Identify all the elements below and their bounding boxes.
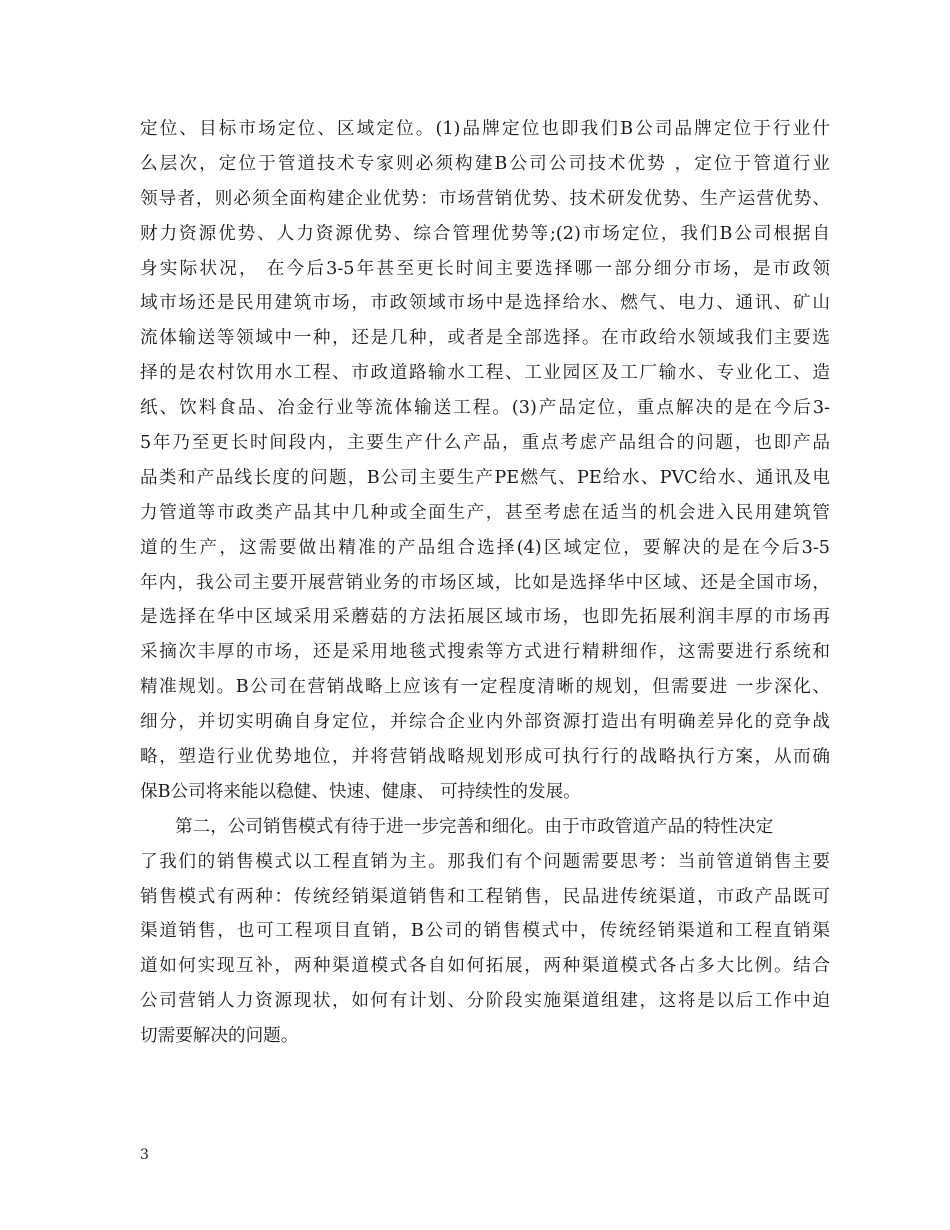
text-line: 5年乃至更长时间段内，主要生产什么产品，重点考虑产品组合的问题，也即产品: [140, 433, 830, 454]
text-line: 定位、目标市场定位、区域定位。(1)品牌定位也即我们B公司品牌定位于行业什: [140, 119, 830, 139]
page-number: 3: [140, 1147, 149, 1163]
text-line: 身实际状况， 在今后3-5年甚至更长时间主要选择哪一部分细分市场，是市政领: [140, 258, 830, 279]
text-line: 渠道销售，也可工程项目直销，B公司的销售模式中，传统经销渠道和工程直销渠: [140, 921, 830, 942]
text-line: 细分，并切实明确自身定位，并综合企业内外部资源打造出有明确差异化的竞争战: [140, 712, 830, 733]
text-line: 么层次，定位于管道技术专家则必须构建B公司公司技术优势 ，定位于管道行业: [140, 153, 830, 174]
text-line: 采摘次丰厚的市场，还是采用地毯式搜索等方式进行精耕细作，这需要进行系统和: [140, 642, 830, 663]
text-line: 择的是农村饮用水工程、市政道路输水工程、工业园区及工厂输水、专业化工、造: [140, 363, 830, 384]
text-line: 略，塑造行业优势地位，并将营销战略规划形成可执行行的战略执行方案，从而确: [140, 747, 830, 768]
text-line: 道的生产，这需要做出精准的产品组合选择(4)区域定位，要解决的是在今后3-5: [140, 537, 830, 558]
text-line: 是选择在华中区域采用采蘑菇的方法拓展区域市场，也即先拓展利润丰厚的市场再: [140, 607, 830, 628]
text-line: 道如何实现互补，两种渠道模式各自如何拓展，两种渠道模式各占多大比例。结合: [140, 956, 830, 977]
text-line: 切需要解决的问题。: [140, 1026, 299, 1047]
text-line: 公司营销人力资源现状，如何有计划、分阶段实施渠道组建，这将是以后工作中迫: [140, 991, 830, 1012]
text-line: 了我们的销售模式以工程直销为主。那我们有个问题需要思考：当前管道销售主要: [140, 851, 830, 872]
text-line: 销售模式有两种：传统经销渠道销售和工程销售，民品进传统渠道，市政产品既可: [140, 886, 830, 907]
text-line: 领导者，则必须全面构建企业优势：市场营销优势、技术研发优势、生产运营优势、: [140, 188, 830, 209]
text-line: 纸、饮料食品、冶金行业等流体输送工程。(3)产品定位，重点解决的是在今后3-: [140, 398, 830, 419]
text-line: 年内，我公司主要开展营销业务的市场区域，比如是选择华中区域、还是全国市场，: [140, 572, 830, 593]
body-text: [140, 112, 830, 1054]
text-line: 保B公司将来能以稳健、快速、健康、 可持续性的发展。: [140, 781, 581, 802]
text-line: 财力资源优势、人力资源优势、综合管理优势等;(2)市场定位，我们B公司根据自: [140, 223, 830, 244]
text-line: 精准规划。B公司在营销战略上应该有一定程度清晰的规划，但需要进 一步深化、: [140, 677, 830, 698]
text-line: 流体输送等领域中一种，还是几种，或者是全部选择。在市政给水领域我们主要选: [140, 328, 830, 349]
text-line: 力管道等市政类产品其中几种或全面生产，甚至考虑在适当的机会进入民用建筑管: [140, 502, 830, 523]
text-line: 品类和产品线长度的问题，B公司主要生产PE燃气、PE给水、PVC给水、通讯及电: [140, 467, 830, 488]
paragraph-1: [140, 112, 830, 810]
text-line: 域市场还是民用建筑市场，市政领域市场中是选择给水、燃气、电力、通讯、矿山: [140, 293, 830, 314]
text-line: 第二，公司销售模式有待于进一步完善和细化。由于市政管道产品的特性决定: [175, 816, 774, 837]
paragraph-2: [140, 810, 830, 1054]
